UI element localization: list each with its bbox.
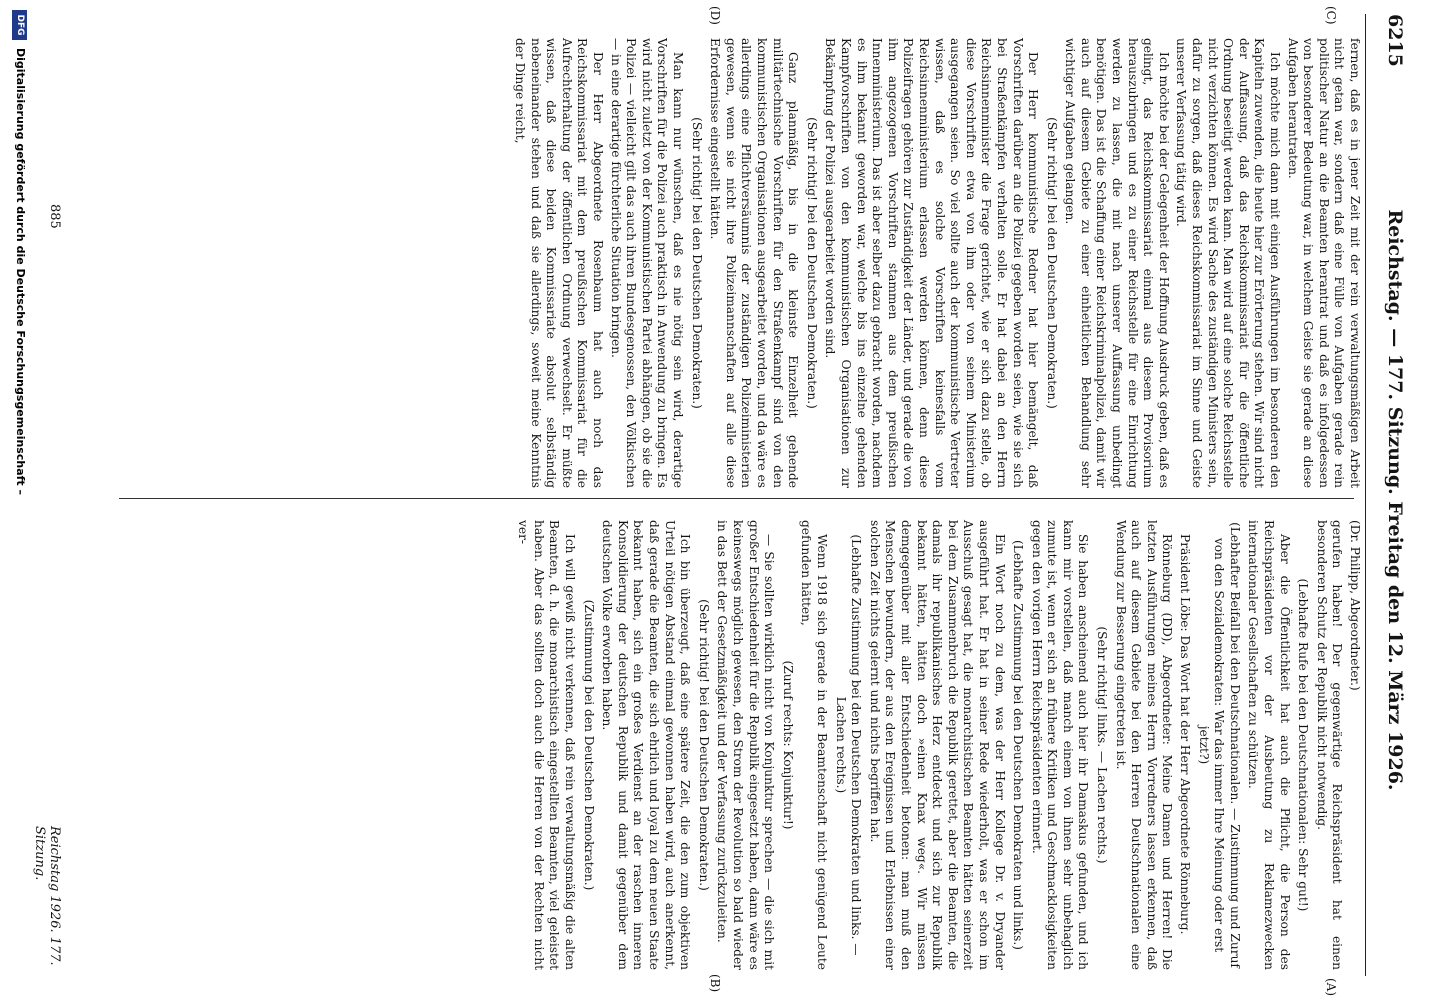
interjection: (Lebhafter Beifall bei den Deutschnationalen. — Zustimmung und Zuruf von den Sozialdemokraten: War das immer Ihre Meinung oder erst jetzt?) <box>1196 522 1242 968</box>
interjection: (Zuruf rechts: Konjunktur!) <box>780 660 795 830</box>
margin-letter-b: (B) <box>708 974 722 993</box>
paragraph: Wenn 1918 sich gerade in der Beamtenschaft nicht genügend Leute gefunden hätten, <box>799 520 829 970</box>
margin-letter-c: (C) <box>1324 6 1338 25</box>
paragraph: Ganz planmäßig, bis in die kleinste Einzelheit gehende militärtechnische Vorschriften für den Straßenkampf sind von den kommunistischen Organisationen ausgearbeitet worden, und da wäre es allerdings eine Pflichtversäumnis der zuständigen Polizeiministerien gewesen, wenn sie nicht ihre Polizeimannschaften auf alle diese Erfordernisse eingestellt hätten. <box>708 38 801 488</box>
margin-letter-d: (D) <box>708 6 722 25</box>
paragraph: fernen, daß es in jener Zeit mit der rein verwaltungsmäßigen Arbeit nicht getan war, sondern daß eine Fülle von Aufgaben gerade rein politischer Natur an die Beamten herantrat und daß es infolgedessen von besonderer Bedeutung war, in welchem Geiste sie gerade an diese Aufgaben herantraten. <box>1285 38 1362 488</box>
paragraph: Präsident Löbe: Das Wort hat der Herr Abgeordnete Rönneburg. <box>1178 534 1193 935</box>
interjection: (Sehr richtig! bei den Deutschen Demokraten.) <box>804 117 819 409</box>
interjection: (Sehr richtig! links. — Lachen rechts.) <box>1095 626 1110 864</box>
interjection: (Sehr richtig! bei den Deutschen Demokraten.) <box>696 599 711 891</box>
paragraph: Rönneburg (DD), Abgeordneter: Meine Damen und Herren! Die letzten Ausführungen meines Herrn Vorredners lassen erkennen, daß auch auf diesem Gebiete bei den Herren Deutschnationalen eine Wendung zur Besserung eingetreten ist. <box>1113 520 1175 970</box>
dfg-logo-icon: DFG <box>12 10 27 40</box>
running-header <box>1372 0 1412 1000</box>
digitization-credit <box>10 10 28 990</box>
footer-sitting-label: Reichstag 1926. 177. Sitzung. <box>32 826 62 966</box>
paragraph: — Sie sollten wirklich nicht von Konjunktur sprechen — die sich mit großer Entschiedenheit für die Republik eingesetzt haben, dann wäre es keineswegs möglich gewesen, den Strom der Revolution so bald wieder in das Bett der Gesetzmäßigkeit und der Verfassung zurückzuleiten. <box>715 520 777 971</box>
paragraph: Der Herr kommunistische Redner hat hier bemängelt, daß Vorschriften darüber an die Polizei gegeben worden seien, wie sie sich bei Straßenkämpfen verhalten solle. Er hat dabei an den Herrn Reichsinnenminister die Frage gerichtet, wie er sich dazu stelle, ob diese Vorschriften etwa von ihm oder von seinem Ministerium ausgegangen seien. So viel sollte auch der kommunistische Vertreter wissen, daß es solche Vorschriften keinesfalls vom Reichsinnenministerium erlassen werden können, denn diese Polizeifragen gehören zur Zuständigkeit der Länder, und gerade die von ihm angezogenen Vorschriften stammen aus dem preußischen Innenministerium. Das ist aber selber dazu gebracht worden, nachdem es ihm bekannt geworden war, welche bis ins einzelne gehenden Kampfvorschriften von den kommunistischen Organisationen zur Bekämpfung der Polizei ausgearbeitet worden sind. <box>823 38 1041 488</box>
paragraph: Ich möchte mich dann mit einigen Ausführungen im besonderen den Kapiteln zuwenden, die heute hier zur Erörterung stehen. Wir sind nicht der Auffassung, daß das Reichskommissariat für die öffentliche Ordnung beseitigt werden kann. Man wird auf eine solche Reichsstelle nicht verzichten können. Es wird Sache des zuständigen Ministers sein, dafür zu sorgen, daß dieses Reichskommissariat im Sinne und Geiste unserer Verfassung tätig wird. <box>1174 38 1283 488</box>
paragraph: (Dr. Philipp, Abgeordneter.) <box>1348 520 1362 691</box>
interjection: (Lebhafte Zustimmung bei den Deutschen Demokraten und links.) <box>1011 540 1026 950</box>
interjection: (Sehr richtig! bei den Deutschen Demokraten.) <box>689 117 704 409</box>
page-footer <box>32 14 62 974</box>
paragraph: gerufen haben! Der gegenwärtige Reichspräsident hat einen besonderen Schutz der Republik nicht notwendig. <box>1314 520 1345 970</box>
paragraph: Der Herr Abgeordnete Rosenbaum hat auch noch das Reichskommissariat mit dem preußischen Kommissariat für die Aufrechterhaltung der öffentlichen Ordnung verwechselt. Er müßte wissen, daß diese beiden Kommissariate absolut selbständig nebeneinander stehen und daß sie allerdings, soweit meine Kenntnis der Dinge reicht, <box>513 38 606 488</box>
running-title: Reichstag. — 177. Sitzung. Freitag den 12. März 1926. <box>1384 209 1406 791</box>
header-rule <box>1365 14 1366 976</box>
paragraph: Ein Wort noch zu dem, was der Herr Kollege Dr. v. Dryander ausgeführt hat. Er hat in seiner Rede wiederholt, was er schon im Ausschuß gesagt hat, die monarchistischen Beamten hätten seinerzeit bei dem Zusammenbruch die Republik gerettet, aber die Beamten, die damals ihr republikanisches Herz entdeckt und sich zur Republik bekannt hätten, hätten doch »einen Knax weg«. Wir müssen demgegenüber mit aller Entschiedenheit betonen: man muß den Menschen bewundern, der aus den Ereignissen und Erlebnissen einer solchen Zeit nichts gelernt und nichts begriffen hat. <box>867 520 1007 970</box>
paragraph: Aber die Öffentlichkeit hat auch die Pflicht, die Person des Reichspräsidenten vor der Ausbeutung zu Reklamezwecken internationaler Gesellschaften zu schützen. <box>1246 520 1292 970</box>
interjection: (Sehr richtig! bei den Deutschen Demokraten.) <box>1044 117 1059 409</box>
digitization-note: Digitalisierung gefördert durch die Deutsche Forschungsgemeinschaft – <box>14 48 27 495</box>
margin-letter-a: (A) <box>1324 978 1338 997</box>
paragraph: Ich möchte bei der Gelegenheit der Hoffnung Ausdruck geben, daß es gelingt, das Reichskommissariat einmal aus diesem Provisorium herauszubringen und es zu einer Reichsstelle für eine Einrichtung werden zu lassen, die mit nach unserer Auffassung unbedingt benötigen. Das ist die Schaffung einer Reichskriminalpolizei, damit wir auch auf diesem Gebiete zu einer einheitlichen Behandlung sehr wichtiger Aufgaben gelangen. <box>1063 38 1171 488</box>
column-divider <box>119 498 1354 499</box>
text-column-right <box>513 520 1362 970</box>
paragraph: Sie haben anscheinend auch hier ihr Damaskus gefunden, und ich kann mir vorstellen, daß manch einem von ihnen sehr unbehaglich zumute ist, wenn er sich an frühere Kritiken und Geschmacklosigkeiten gegen den vorigen Herrn Reichspräsidenten erinnert. <box>1029 520 1091 970</box>
paragraph: Man kann nur wünschen, daß es nie nötig sein wird, derartige Vorschriften für die Polizei auch praktisch in Anwendung zu bringen. Es wird nicht zuletzt von der Kommunistischen Partei abhängen, ob sie die Polizei — vielleicht gilt das auch ihren Bundesgenossen, den Völkischen — in eine derartige fürchterliche Situation bringen. <box>608 38 686 488</box>
footer-page-number: 885 <box>47 204 62 229</box>
page-number: 6215 <box>1384 14 1406 67</box>
paragraph: Ich will gewiß nicht verkennen, daß rein verwaltungsmäßig die alten Beamten, d. h. die monarchistisch eingestellten Beamten, viel geleistet haben. Aber das sollten doch auch die Herren von der Rechten nicht ver- <box>516 520 578 970</box>
interjection: (Lebhafte Rufe bei den Deutschnationalen: Sehr gut!) <box>1296 578 1311 912</box>
interjection: (Zustimmung bei den Deutschen Demokraten.) <box>581 599 596 891</box>
paragraph: Ich bin überzeugt, daß eine spätere Zeit, die den zum objektiven Urteil nötigen Abstand einmal gewonnen haben wird, auch anerkennt, daß gerade die Beamten, die sich ehrlich und loyal zu dem neuen Staate bekannt haben, sich ein großes Verdienst an der raschen inneren Konsolidierung der deutschen Republik und damit gegenüber dem deutschen Volke erworben haben. <box>600 520 693 970</box>
interjection: (Lebhafte Zustimmung bei den Deutschen Demokraten und links. — Lachen rechts.) <box>833 534 864 956</box>
text-column-left <box>510 38 1362 488</box>
